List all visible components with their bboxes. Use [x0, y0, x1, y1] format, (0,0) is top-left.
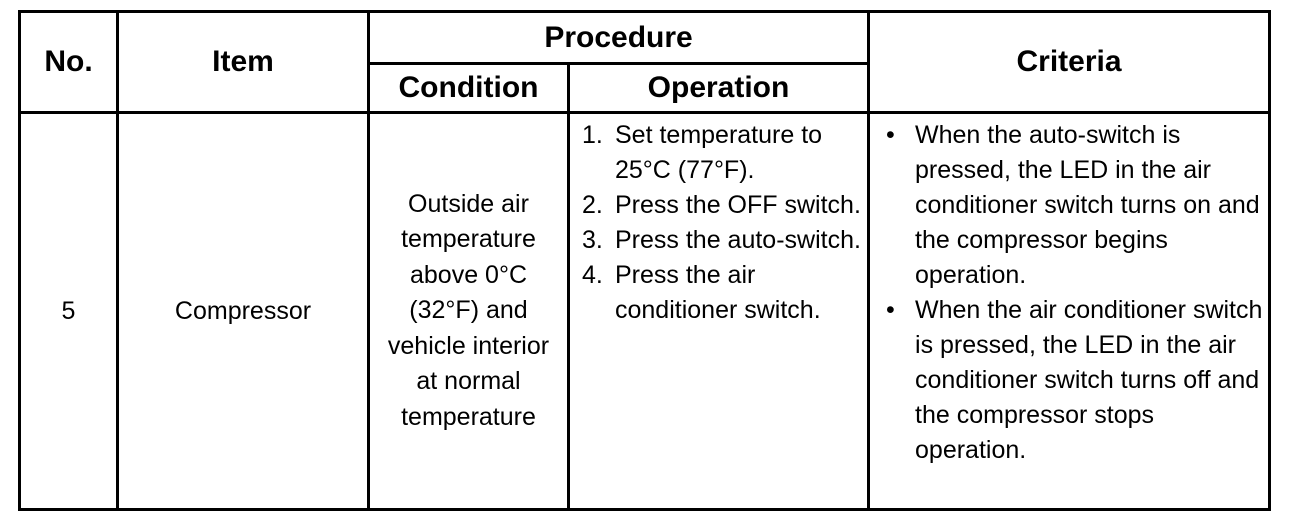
header-no: No. — [20, 12, 118, 113]
condition-text: Outside air temperature above 0°C (32°F) and vehicle interior at normal temperature — [387, 189, 550, 431]
bullet-icon: • — [886, 121, 895, 149]
header-procedure: Procedure — [369, 12, 869, 64]
cell-condition — [369, 113, 569, 510]
header-item: Item — [118, 12, 369, 113]
criteria-list — [870, 114, 1268, 468]
step-text: Press the OFF switch. — [615, 191, 861, 219]
criteria-item — [880, 118, 1268, 293]
step-text: Press the air conditioner switch. — [615, 261, 821, 324]
criteria-text: When the air conditioner switch is pressed, the LED in the air conditioner switch turns off and the compressor stops operation. — [915, 296, 1263, 464]
step-number: 4. — [582, 261, 603, 289]
operation-steps — [570, 114, 867, 328]
step-number: 2. — [582, 191, 603, 219]
inspection-table — [18, 10, 1271, 511]
header-criteria: Criteria — [869, 12, 1270, 113]
operation-step — [582, 258, 867, 328]
header-operation: Operation — [569, 64, 869, 113]
operation-step — [582, 188, 867, 223]
header-condition: Condition — [369, 64, 569, 113]
criteria-item — [880, 293, 1268, 468]
step-number: 1. — [582, 121, 603, 149]
header-row-primary — [20, 12, 1270, 64]
cell-criteria — [869, 113, 1270, 510]
bullet-icon: • — [886, 296, 895, 324]
cell-item: Compressor — [118, 113, 369, 510]
criteria-text: When the auto-switch is pressed, the LED in the air conditioner switch turns on and the compressor begins operation. — [915, 121, 1260, 289]
cell-no: 5 — [20, 113, 118, 510]
step-text: Press the auto-switch. — [615, 226, 861, 254]
cell-operation — [569, 113, 869, 510]
table-row — [20, 113, 1270, 510]
step-text: Set temperature to 25°C (77°F). — [615, 121, 823, 184]
operation-step — [582, 223, 867, 258]
step-number: 3. — [582, 226, 603, 254]
operation-step — [582, 118, 867, 188]
